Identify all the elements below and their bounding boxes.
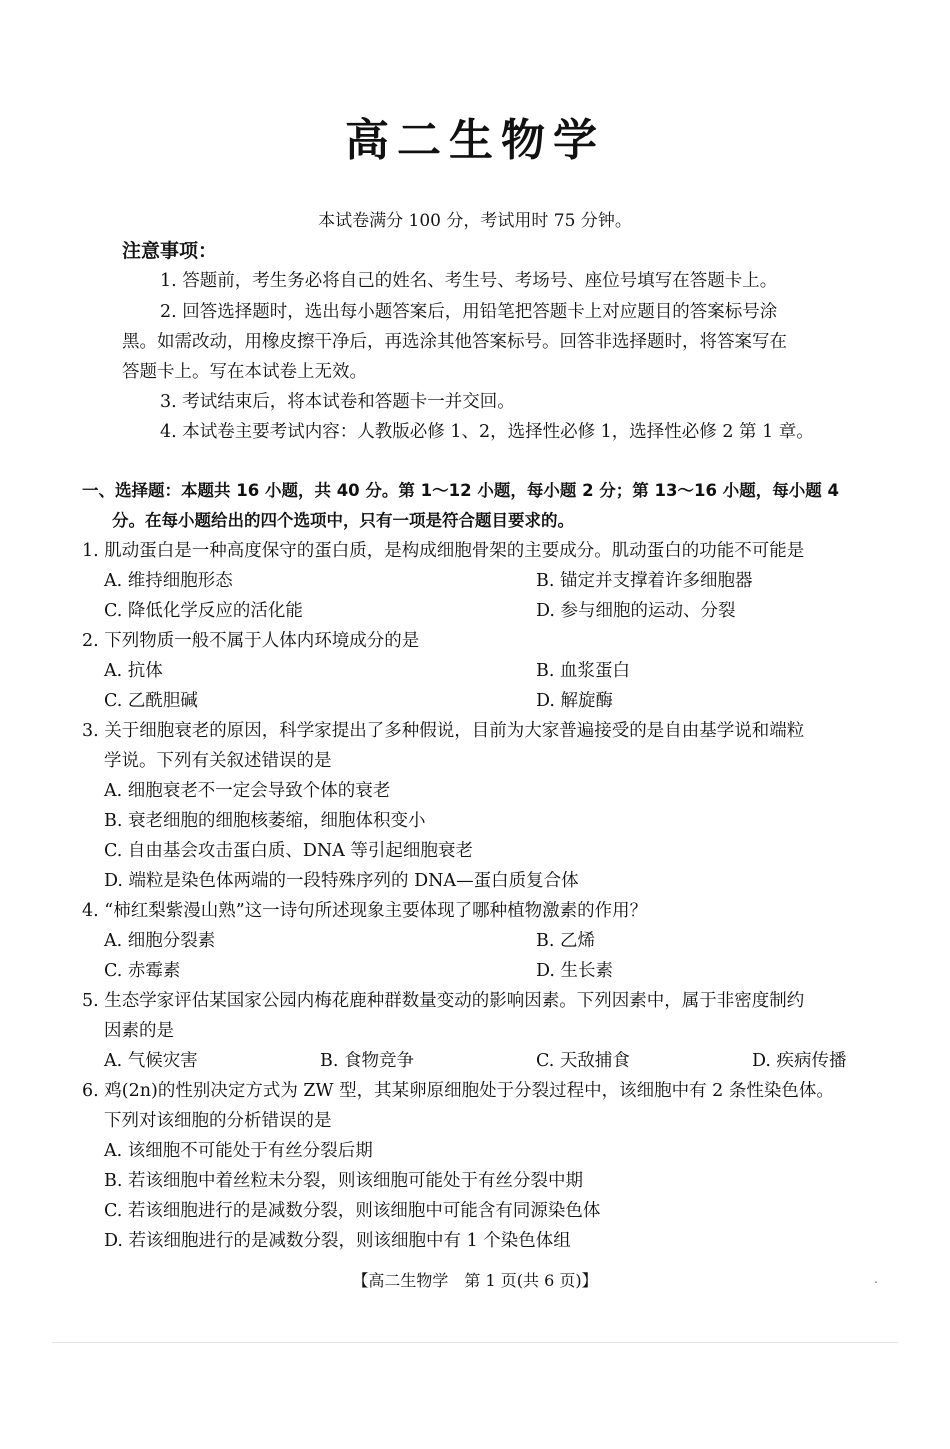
- option-b: B. 若该细胞中着丝粒未分裂，则该细胞可能处于有丝分裂中期: [104, 1171, 583, 1191]
- question-stem: 6. 鸡(2n)的性别决定方式为 ZW 型，其某卵原细胞处于分裂过程中，该细胞中有 2 条性染色体。: [82, 1081, 834, 1101]
- question-stem: 3. 关于细胞衰老的原因，科学家提出了多种假说，目前为大家普遍接受的是自由基学说和端粒: [82, 721, 805, 741]
- notice-line: 3. 考试结束后，将本试卷和答题卡一并交回。: [160, 392, 515, 412]
- footer-mark: .: [874, 1272, 878, 1286]
- page-footer: 【高二生物学 第 1 页(共 6 页)】: [352, 1271, 598, 1290]
- option-b: B. 食物竞争: [320, 1051, 414, 1071]
- question-stem: 4. “柿红梨紫漫山熟”这一诗句所述现象主要体现了哪种植物激素的作用？: [82, 901, 648, 921]
- option-d: D. 疾病传播: [752, 1051, 847, 1071]
- option-d: D. 若该细胞进行的是减数分裂，则该细胞中有 1 个染色体组: [104, 1231, 571, 1251]
- option-c: C. 若该细胞进行的是减数分裂，则该细胞中可能含有同源染色体: [104, 1201, 601, 1221]
- page-divider: [52, 1342, 898, 1343]
- question-stem-cont: 学说。下列有关叙述错误的是: [104, 751, 332, 771]
- question-stem: 2. 下列物质一般不属于人体内环境成分的是: [82, 631, 420, 651]
- page-title: 高二生物学: [345, 115, 605, 166]
- option-a: A. 细胞衰老不一定会导致个体的衰老: [104, 781, 391, 801]
- option-d: D. 端粒是染色体两端的一段特殊序列的 DNA—蛋白质复合体: [104, 871, 579, 891]
- question-stem-cont: 因素的是: [104, 1021, 174, 1041]
- exam-info: 本试卷满分 100 分，考试用时 75 分钟。: [318, 211, 632, 231]
- option-a: A. 该细胞不可能处于有丝分裂后期: [104, 1141, 373, 1161]
- option-c: C. 降低化学反应的活化能: [104, 601, 303, 621]
- option-b: B. 锚定并支撑着许多细胞器: [536, 571, 753, 591]
- option-a: A. 细胞分裂素: [104, 931, 216, 951]
- notice-line: 黑。如需改动，用橡皮擦干净后，再选涂其他答案标号。回答非选择题时，将答案写在: [122, 332, 787, 352]
- option-c: C. 乙酰胆碱: [104, 691, 198, 711]
- notice-line: 4. 本试卷主要考试内容：人教版必修 1、2，选择性必修 1，选择性必修 2 第 1 章。: [160, 422, 814, 442]
- question-stem-cont: 下列对该细胞的分析错误的是: [104, 1111, 332, 1131]
- option-d: D. 参与细胞的运动、分裂: [536, 601, 736, 621]
- option-a: A. 抗体: [104, 661, 163, 681]
- option-c: C. 赤霉素: [104, 961, 181, 981]
- option-c: C. 天敌捕食: [536, 1051, 630, 1071]
- option-a: A. 维持细胞形态: [104, 571, 233, 591]
- section-heading: 一、选择题：本题共 16 小题，共 40 分。第 1～12 小题，每小题 2 分；第 13～16 小题，每小题 4: [82, 481, 839, 500]
- option-b: B. 乙烯: [536, 931, 595, 951]
- option-c: C. 自由基会攻击蛋白质、DNA 等引起细胞衰老: [104, 841, 473, 861]
- option-a: A. 气候灾害: [104, 1051, 198, 1071]
- question-stem: 1. 肌动蛋白是一种高度保守的蛋白质，是构成细胞骨架的主要成分。肌动蛋白的功能不可能是: [82, 541, 805, 561]
- question-stem: 5. 生态学家评估某国家公园内梅花鹿种群数量变动的影响因素。下列因素中，属于非密度制约: [82, 991, 805, 1011]
- option-d: D. 生长素: [536, 961, 614, 981]
- option-b: B. 衰老细胞的细胞核萎缩，细胞体积变小: [104, 811, 426, 831]
- option-b: B. 血浆蛋白: [536, 661, 630, 681]
- notice-line: 2. 回答选择题时，选出每小题答案后，用铅笔把答题卡上对应题目的答案标号涂: [160, 302, 778, 322]
- notice-line: 答题卡上。写在本试卷上无效。: [122, 362, 367, 382]
- option-d: D. 解旋酶: [536, 691, 614, 711]
- notice-line: 1. 答题前，考生务必将自己的姓名、考生号、考场号、座位号填写在答题卡上。: [160, 271, 778, 291]
- section-heading-cont: 分。在每小题给出的四个选项中，只有一项是符合题目要求的。: [112, 511, 574, 530]
- notice-heading: 注意事项：: [122, 240, 218, 262]
